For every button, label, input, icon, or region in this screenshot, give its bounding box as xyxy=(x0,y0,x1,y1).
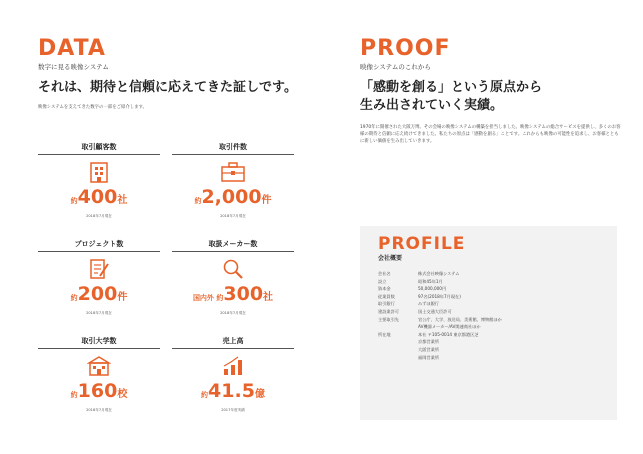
profile-subheading: 会社概要 xyxy=(378,255,403,262)
briefcase-icon xyxy=(220,161,246,183)
divider xyxy=(38,348,160,349)
stat-customers xyxy=(38,142,160,234)
stat-label: 取引件数 xyxy=(219,143,247,151)
proof-subheading: 映像システムのこれから xyxy=(360,63,431,71)
proof-title-line2: 生み出されていく実績。 xyxy=(360,98,504,113)
divider xyxy=(172,154,294,155)
stat-label: プロジェクト数 xyxy=(74,240,124,248)
profile-row: 京都営業所 xyxy=(418,339,439,345)
stat-value: 約41.5億 xyxy=(201,380,265,402)
profile-row: 所在地 本社 〒105-0014 東京都港区芝 xyxy=(378,331,479,337)
profile-row: 建設業許可 国土交通大臣許可 xyxy=(378,308,452,314)
profile-row: 従業員数 97名(2018年7月現在) xyxy=(378,293,461,299)
stat-label: 取引顧客数 xyxy=(81,143,117,151)
stat-value: 約400社 xyxy=(70,186,128,208)
building-icon xyxy=(87,161,111,183)
stat-manufacturers xyxy=(172,239,294,331)
profile-row: 大阪営業所 xyxy=(418,346,439,352)
stat-label: 売上高 xyxy=(222,337,244,345)
magnifier-icon xyxy=(221,258,245,280)
stat-note: 2017年度実績 xyxy=(221,408,245,412)
profile-row: 会社名 株式会社映像システム xyxy=(378,271,460,276)
stat-note: 2018年7月現在 xyxy=(86,408,112,412)
profile-heading: PROFILE xyxy=(378,234,466,254)
profile-row: 設立 昭和45年1月 xyxy=(378,278,443,284)
stat-value: 約200件 xyxy=(70,283,128,305)
school-icon xyxy=(87,355,111,377)
stat-universities xyxy=(38,336,160,428)
stat-note: 2018年7月現在 xyxy=(220,214,246,218)
data-title: それは、期待と信頼に応えてきた証しです。 xyxy=(38,80,297,95)
stat-note: 2018年7月現在 xyxy=(86,311,112,315)
stat-transactions xyxy=(172,142,294,234)
proof-page xyxy=(322,0,643,454)
rising-chart-icon xyxy=(221,355,245,377)
proof-heading: PROOF xyxy=(360,36,451,61)
stat-value: 約160校 xyxy=(70,380,128,402)
profile-box xyxy=(360,226,617,420)
data-subheading: 数字に見る映像システム xyxy=(38,63,109,71)
proof-title-line1: 「感動を創る」という原点から xyxy=(360,80,543,95)
profile-row: 主要取引先 官公庁、大学、放送局、美術館、博物館ほか xyxy=(378,316,502,322)
profile-row: 取引銀行 みずほ銀行 xyxy=(378,301,439,307)
profile-row: AV機器メーカー/AV関連商社ほか xyxy=(418,324,481,330)
proof-body: 1970年に開催された大阪万博。その会場の映像システムの構築を担当しました。映像システムの総合サービスを提供し、多くのお客様の期待と信頼に応え続けてきました。私たちの原点は「感動を創る」ことです。これからも映像の可能性を追求し、お客様とともに新しい価値を生み出していきます。 xyxy=(360,125,621,144)
data-intro: 映像システムを支えてきた数字の一部をご紹介します。 xyxy=(38,105,147,110)
divider xyxy=(38,154,160,155)
stat-sales xyxy=(172,336,294,428)
document-pencil-icon xyxy=(87,258,111,280)
stat-label: 取扱メーカー数 xyxy=(208,240,258,248)
stat-value: 国内外 約300社 xyxy=(192,283,274,305)
divider xyxy=(172,251,294,252)
stat-note: 2018年7月現在 xyxy=(86,214,112,218)
profile-row: 福岡営業所 xyxy=(418,354,439,360)
stat-note: 2018年7月現在 xyxy=(220,311,246,315)
stat-projects xyxy=(38,239,160,331)
stat-value: 約2,000件 xyxy=(194,186,272,208)
data-heading: DATA xyxy=(38,36,106,61)
divider xyxy=(38,251,160,252)
profile-row: 資本金 50,000,000円 xyxy=(378,286,447,292)
divider xyxy=(172,348,294,349)
stat-label: 取引大学数 xyxy=(81,337,117,345)
profile-table xyxy=(378,270,604,361)
